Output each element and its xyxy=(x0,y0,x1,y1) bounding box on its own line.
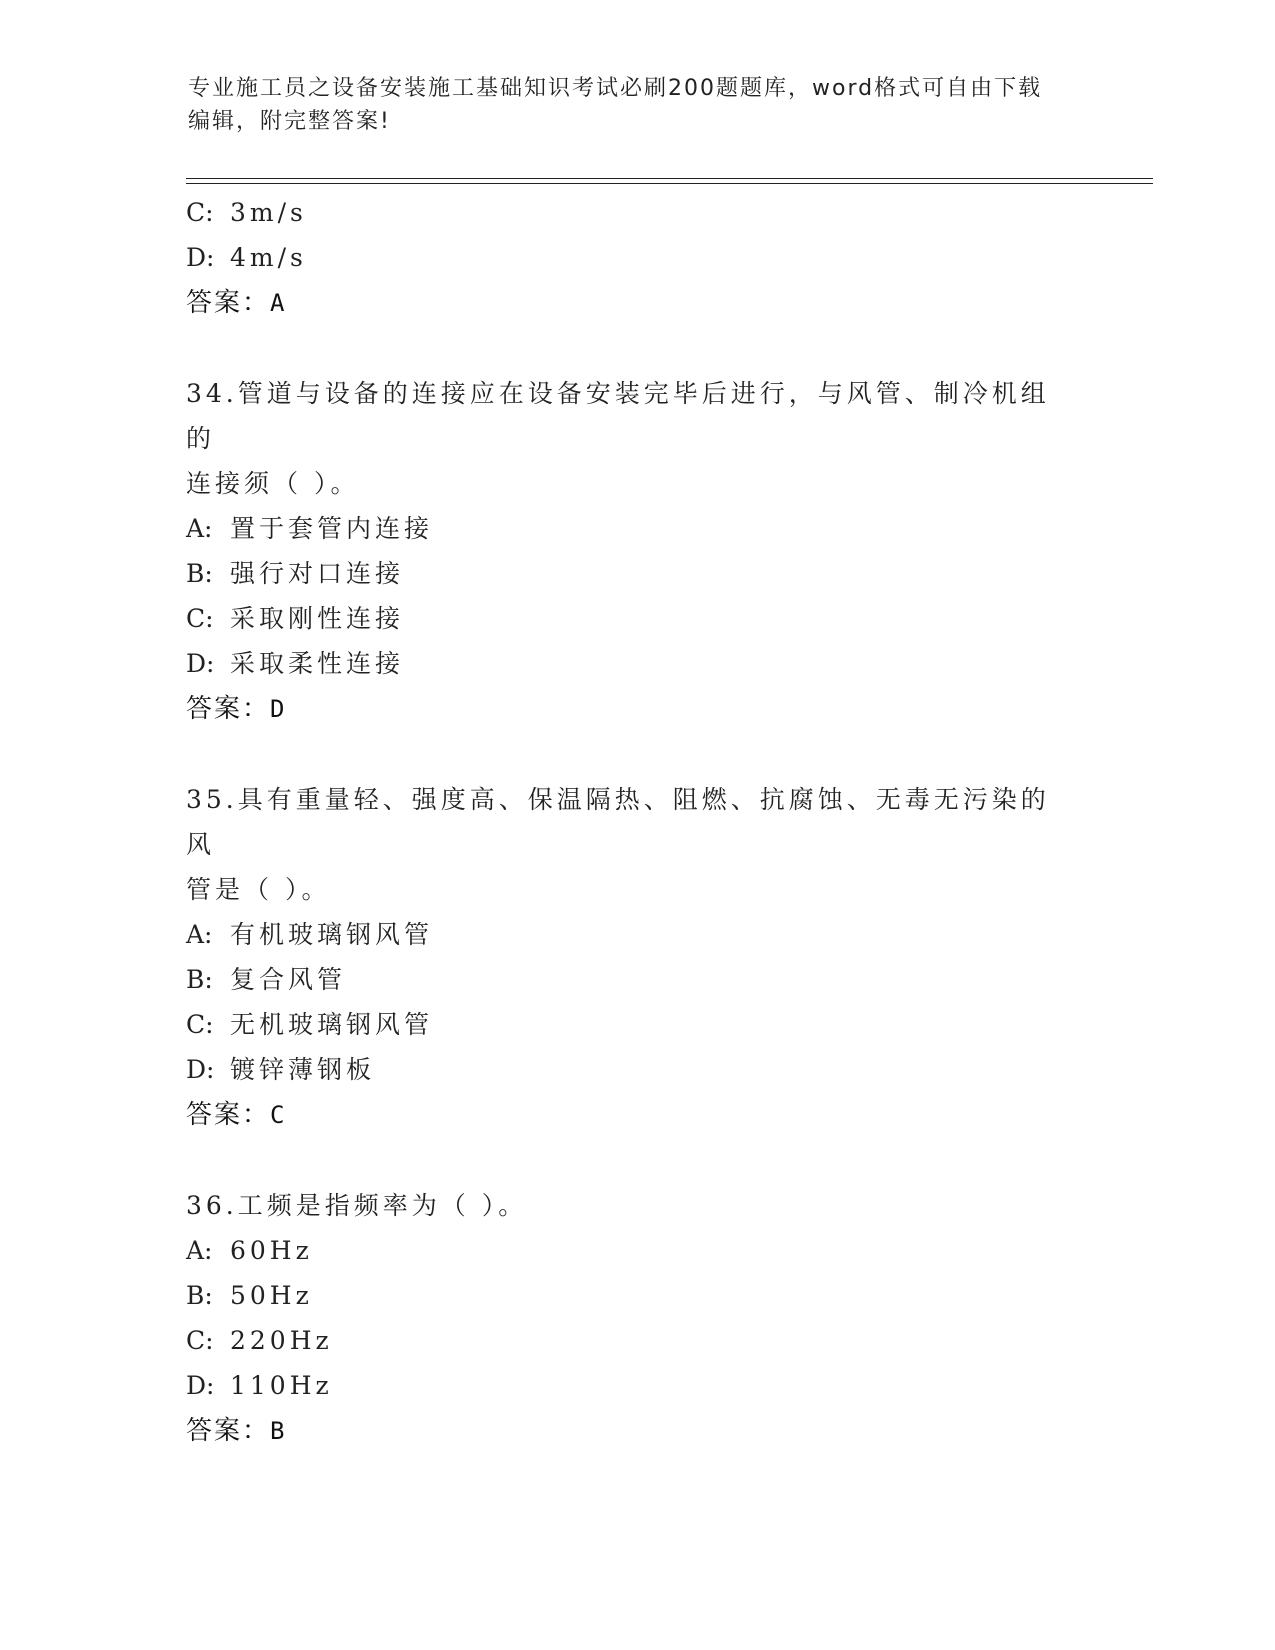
header-divider-top xyxy=(186,178,1153,179)
option-c xyxy=(186,1318,1086,1363)
option-text: 置于套管内连接 xyxy=(230,514,434,543)
document-header xyxy=(188,72,1088,138)
option-text: 50Hz xyxy=(230,1281,313,1310)
option-a xyxy=(186,506,1086,551)
option-c xyxy=(186,1002,1086,1047)
option-text: 镀锌薄钢板 xyxy=(230,1055,376,1084)
question-36 xyxy=(186,1183,1086,1454)
answer-line xyxy=(186,1092,1086,1138)
answer-line xyxy=(186,280,1086,326)
option-key: A: xyxy=(186,514,213,543)
option-key: C: xyxy=(186,198,214,227)
option-text: 60Hz xyxy=(230,1236,313,1265)
header-title-line-1: 专业施工员之设备安装施工基础知识考试必刷200题题库，word格式可自由下载 xyxy=(188,76,1043,101)
question-text-line-1: 35.具有重量轻、强度高、保温隔热、阻燃、抗腐蚀、无毒无污染的风 xyxy=(186,785,1050,859)
question-text-line-2: 管是（ ）。 xyxy=(186,875,331,904)
answer-label: 答案： xyxy=(186,1100,271,1130)
option-text: 复合风管 xyxy=(230,965,347,994)
option-text: 4m/s xyxy=(230,243,307,272)
option-text: 采取柔性连接 xyxy=(230,649,405,678)
option-d xyxy=(186,641,1086,686)
question-text-line-2: 连接须（ ）。 xyxy=(186,469,360,498)
option-d xyxy=(186,235,1086,280)
answer-label: 答案： xyxy=(186,694,271,724)
option-d xyxy=(186,1047,1086,1092)
previous-question-tail xyxy=(186,190,1086,326)
option-key: A: xyxy=(186,920,213,949)
option-c xyxy=(186,596,1086,641)
option-key: D: xyxy=(186,1055,215,1084)
option-text: 3m/s xyxy=(230,198,307,227)
question-34 xyxy=(186,371,1086,732)
option-key: C: xyxy=(186,1010,214,1039)
option-key: D: xyxy=(186,243,215,272)
option-text: 采取刚性连接 xyxy=(230,604,405,633)
answer-line xyxy=(186,1408,1086,1454)
answer-line xyxy=(186,686,1086,732)
option-text: 220Hz xyxy=(230,1326,333,1355)
option-key: B: xyxy=(186,965,213,994)
question-text xyxy=(186,371,1066,506)
question-text-line-1: 36.工频是指频率为（ ）。 xyxy=(186,1191,528,1220)
option-text: 110Hz xyxy=(230,1371,333,1400)
option-key: D: xyxy=(186,649,215,678)
answer-value: B xyxy=(270,1417,287,1445)
header-divider-bottom xyxy=(186,183,1153,184)
answer-value: C xyxy=(270,1101,287,1129)
option-a xyxy=(186,912,1086,957)
option-key: A: xyxy=(186,1236,213,1265)
header-title-line-2: 编辑，附完整答案! xyxy=(188,109,391,134)
answer-label: 答案： xyxy=(186,1416,271,1446)
question-text-line-1: 34.管道与设备的连接应在设备安装完毕后进行，与风管、制冷机组的 xyxy=(186,379,1050,453)
answer-value: D xyxy=(270,695,287,723)
option-b xyxy=(186,957,1086,1002)
option-b xyxy=(186,551,1086,596)
question-text xyxy=(186,777,1066,912)
option-text: 无机玻璃钢风管 xyxy=(230,1010,434,1039)
option-text: 有机玻璃钢风管 xyxy=(230,920,434,949)
option-a xyxy=(186,1228,1086,1273)
question-list xyxy=(186,190,1086,1454)
option-key: B: xyxy=(186,1281,213,1310)
option-d xyxy=(186,1363,1086,1408)
option-c xyxy=(186,190,1086,235)
question-text xyxy=(186,1183,1066,1228)
option-text: 强行对口连接 xyxy=(230,559,405,588)
option-key: C: xyxy=(186,1326,214,1355)
option-key: C: xyxy=(186,604,214,633)
option-key: B: xyxy=(186,559,213,588)
answer-label: 答案： xyxy=(186,288,271,318)
option-b xyxy=(186,1273,1086,1318)
option-key: D: xyxy=(186,1371,215,1400)
answer-value: A xyxy=(270,289,287,317)
question-35 xyxy=(186,777,1086,1138)
